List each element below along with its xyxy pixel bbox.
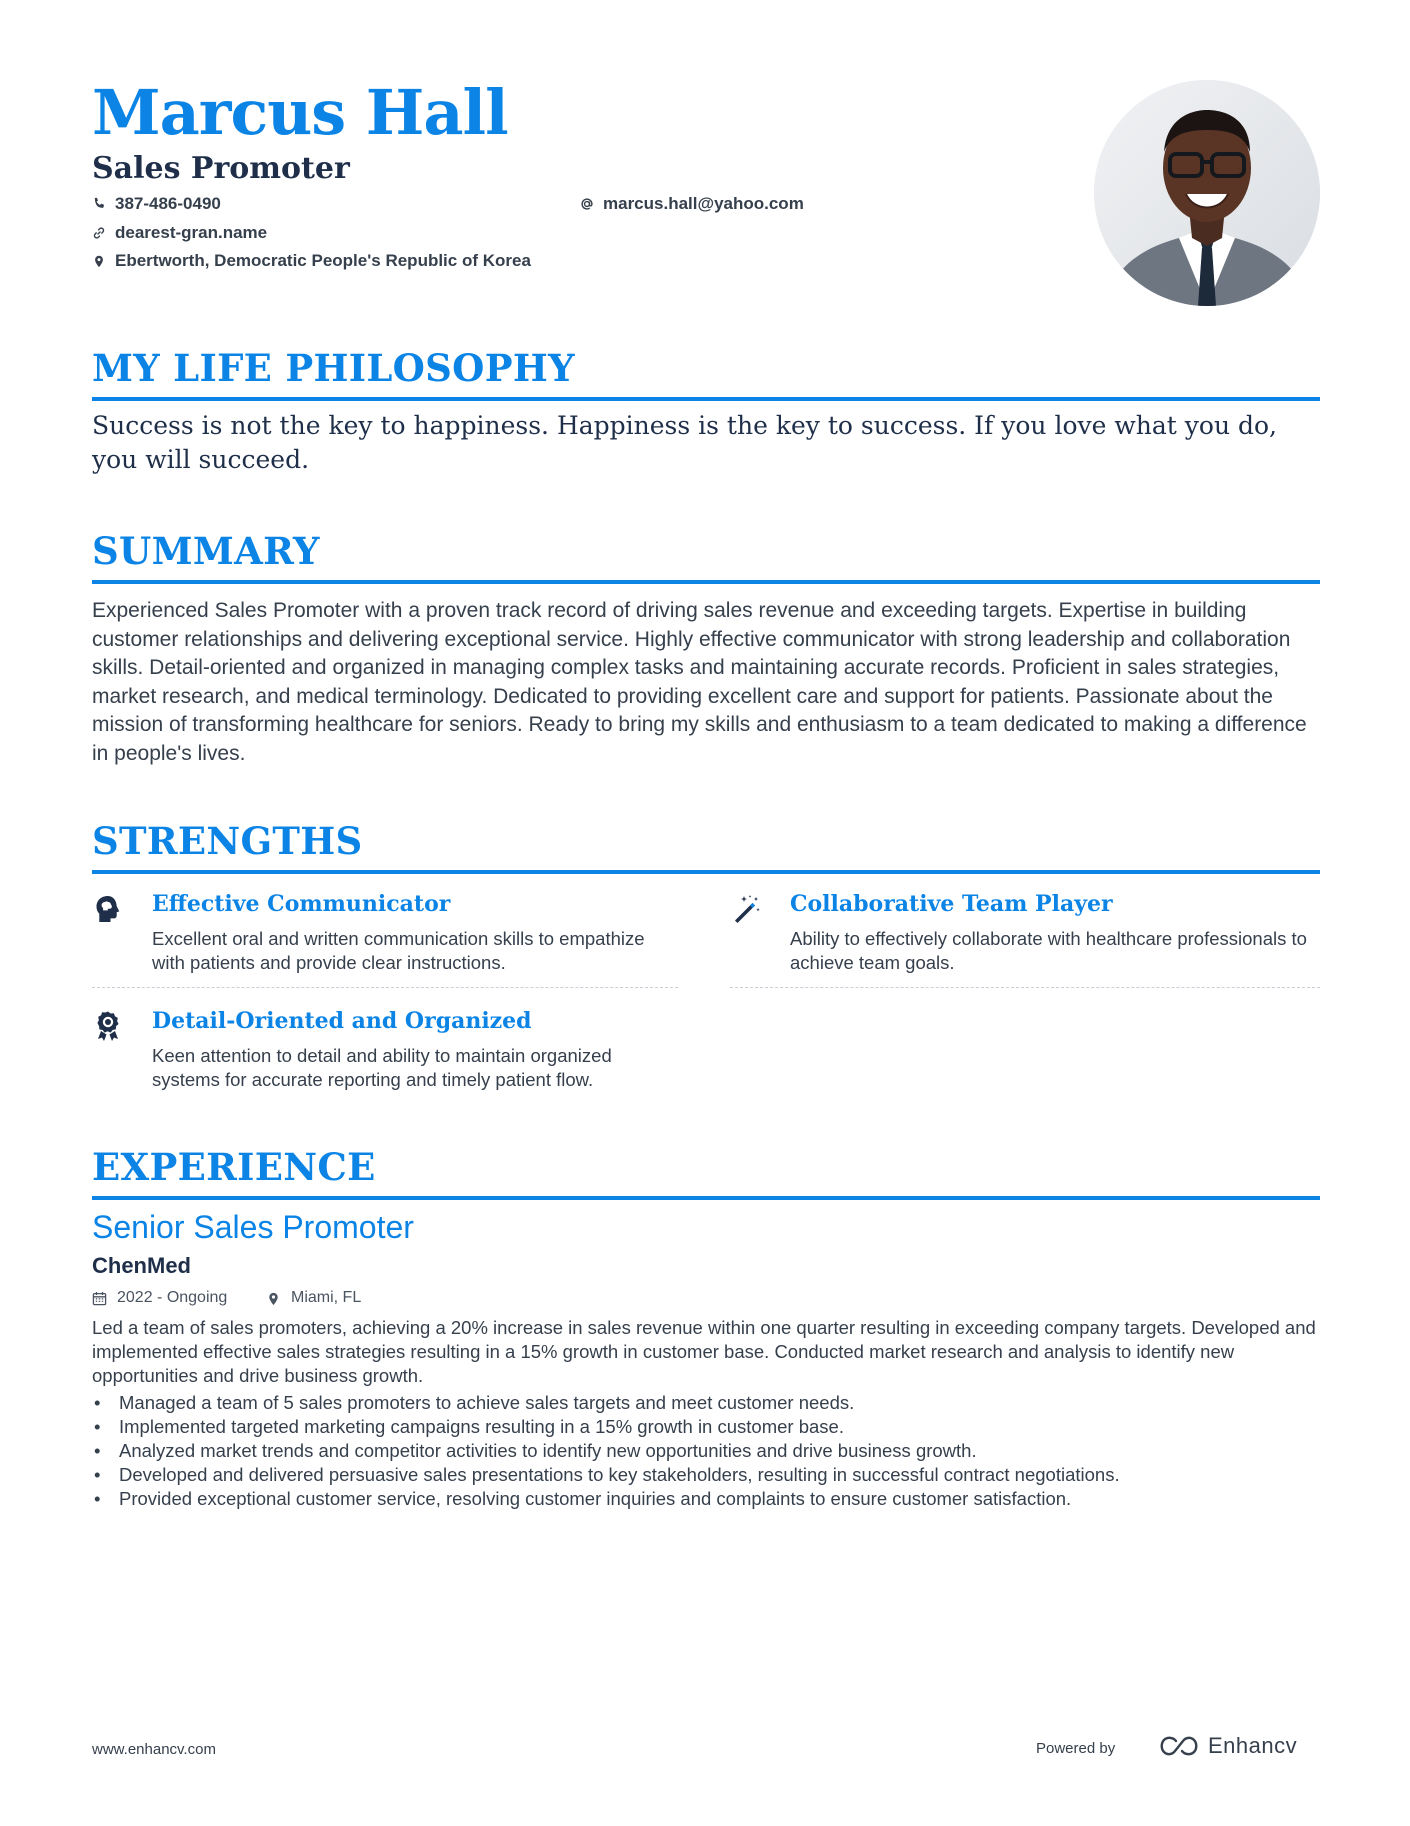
map-pin-icon <box>266 1291 281 1306</box>
contact-email[interactable] <box>580 193 804 215</box>
phone-icon <box>92 197 106 211</box>
website-value: dearest-gran.name <box>115 223 268 242</box>
job-bullet: • Analyzed market trends and competitor activities to identify new opportunities and drive business growth. <box>92 1439 1320 1463</box>
job-company: ChenMed <box>92 1253 191 1278</box>
strength-title: Detail-Oriented and Organized <box>152 1008 532 1034</box>
section-title-philosophy: MY LIFE PHILOSOPHY <box>92 345 1320 401</box>
magic-wand-icon <box>730 893 762 925</box>
head-brain-icon <box>92 893 124 925</box>
job-dates <box>92 1287 227 1309</box>
footer-powered-by: Powered by <box>1036 1740 1116 1757</box>
job-dates-value: 2022 - Ongoing <box>117 1289 228 1306</box>
contact-website[interactable] <box>92 222 267 244</box>
job-bullet: • Provided exceptional customer service, resolving customer inquiries and complaints to ensure customer satisfaction. <box>92 1487 1320 1511</box>
profile-photo-image <box>1094 80 1320 306</box>
contact-phone[interactable] <box>92 193 221 215</box>
phone-value: 387-486-0490 <box>115 194 221 213</box>
location-value: Ebertworth, Democratic People's Republic of Korea <box>115 251 531 270</box>
strength-description: Excellent oral and written communication skills to empathize with patients and provide clear instructions. <box>152 928 645 973</box>
job-location-value: Miami, FL <box>291 1289 362 1306</box>
map-pin-icon <box>92 254 106 268</box>
candidate-name: Marcus Hall <box>92 76 508 149</box>
strength-divider <box>730 987 1320 988</box>
enhancv-logo-icon <box>1156 1733 1202 1759</box>
section-title-experience: EXPERIENCE <box>92 1144 1320 1200</box>
link-icon <box>92 226 106 240</box>
email-value: marcus.hall@yahoo.com <box>603 194 804 213</box>
section-title-strengths: STRENGTHS <box>92 818 1320 874</box>
calendar-icon <box>92 1291 107 1306</box>
strength-description: Ability to effectively collaborate with healthcare professionals to achieve team goals. <box>790 928 1307 973</box>
job-bullet: • Managed a team of 5 sales promoters to achieve sales targets and meet customer needs. <box>92 1391 1320 1415</box>
footer-website-link[interactable]: www.enhancv.com <box>92 1741 216 1758</box>
strength-divider <box>92 987 678 988</box>
candidate-title: Sales Promoter <box>92 151 350 186</box>
philosophy-text: Success is not the key to happiness. Happiness is the key to success. If you love what you do, you will succeed. <box>92 411 1277 474</box>
section-title-summary: SUMMARY <box>92 528 1320 584</box>
job-location <box>266 1287 361 1309</box>
strength-description: Keen attention to detail and ability to maintain organized systems for accurate reporting and timely patient flow. <box>152 1045 612 1090</box>
contact-location <box>92 250 531 272</box>
footer-brand-name: Enhancv <box>1208 1733 1298 1758</box>
award-badge-icon <box>92 1010 124 1042</box>
strength-title: Collaborative Team Player <box>790 891 1113 917</box>
job-title: Senior Sales Promoter <box>92 1209 414 1245</box>
job-bullet: • Implemented targeted marketing campaigns resulting in a 15% growth in customer base. <box>92 1415 1320 1439</box>
job-description: Led a team of sales promoters, achieving a 20% increase in sales revenue within one quarter resulting in exceeding company targets. Developed and implemented effective sales strategies resulting in a 15% growth in customer base. Conducted market research and analysis to identify new opportunities and drive business growth. <box>92 1317 1316 1386</box>
job-bullet: • Developed and delivered persuasive sales presentations to key stakeholders, resulting in successful contract negotiations. <box>92 1463 1320 1487</box>
strength-title: Effective Communicator <box>152 891 451 917</box>
at-sign-icon <box>580 197 594 211</box>
job-bullet-list <box>92 1391 1320 1511</box>
profile-photo <box>1094 80 1320 306</box>
summary-text: Experienced Sales Promoter with a proven track record of driving sales revenue and exceeding targets. Expertise in building customer relationships and delivering exceptional service. Highly effective communicator with strong leadership and collaboration skills. Detail-oriented and organized in managing complex tasks and maintaining accurate records. Proficient in sales strategies, market research, and medical terminology. Dedicated to providing excellent care and support for patients. Passionate about the mission of transforming healthcare for seniors. Ready to bring my skills and enthusiasm to a team dedicated to making a difference in people's lives. <box>92 599 1307 765</box>
footer-brand-logo[interactable] <box>1156 1732 1297 1760</box>
